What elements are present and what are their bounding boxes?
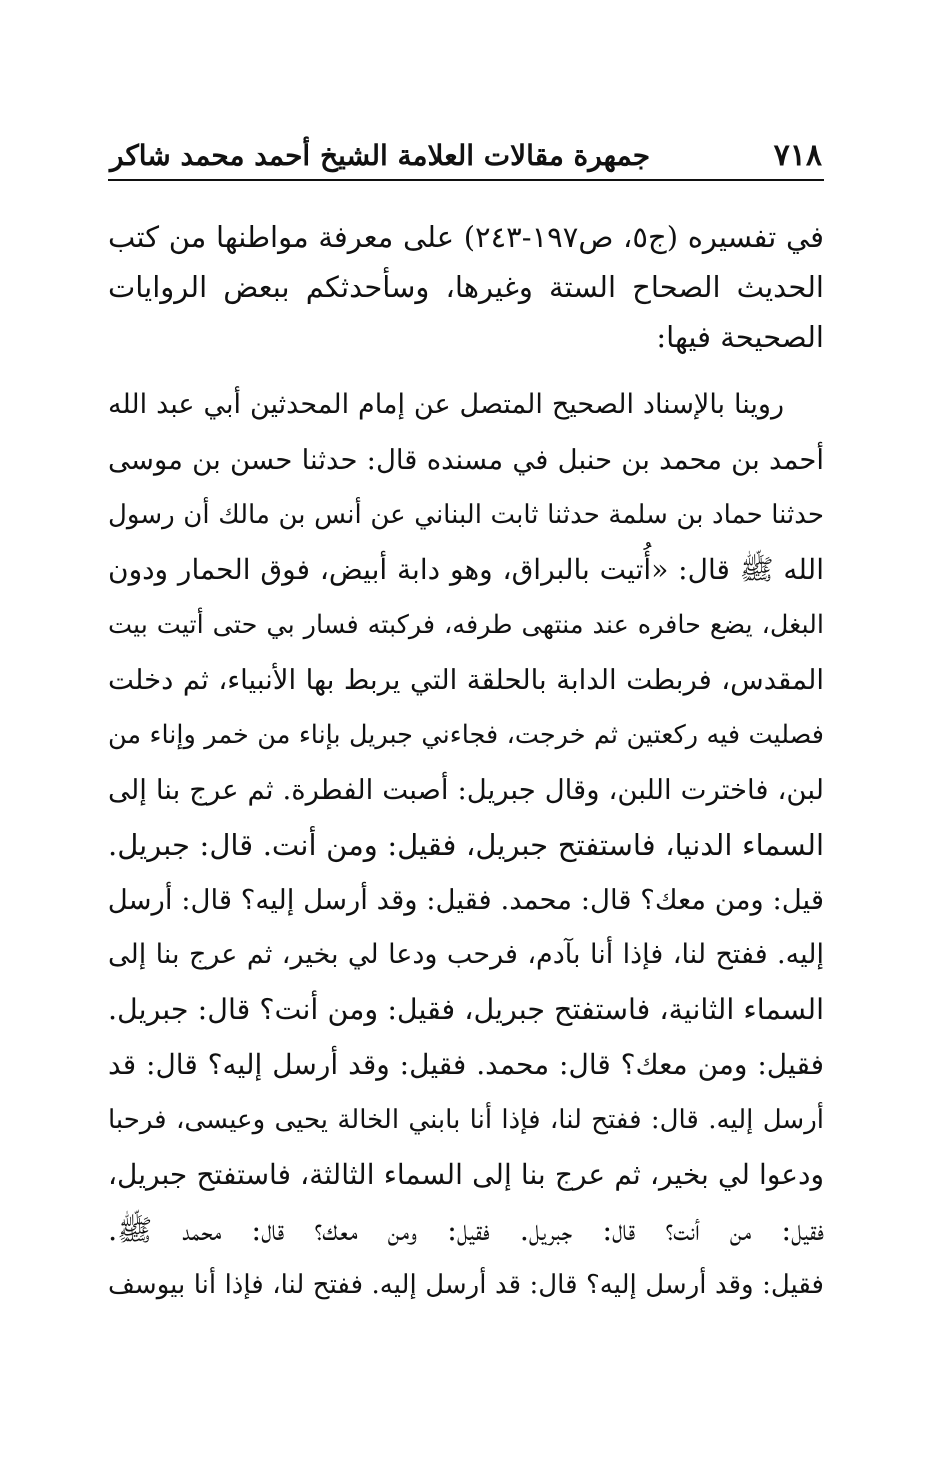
- text-line: فقيل: ومن معك؟ قال: محمد. فقيل: وقد أرسل إليه؟ قال: قد: [108, 1048, 824, 1081]
- text-line: فقيل: من أنت؟ قال: جبريل. فقيل: ومن معك؟ قال: محمد ﷺ.: [108, 1213, 824, 1247]
- text-line: فصليت فيه ركعتين ثم خرجت، فجاءني جبريل بإناء من خمر وإناء من: [108, 720, 824, 750]
- text-line: لبن، فاخترت اللبن، وقال جبريل: أصبت الفطرة. ثم عرج بنا إلى: [108, 774, 824, 806]
- text-line: الحديث الصحاح الستة وغيرها، وسأحدثكم ببعض الروايات: [108, 270, 824, 304]
- text-line: حدثنا حماد بن سلمة حدثنا ثابت البناني عن أنس بن مالك أن رسول: [108, 500, 824, 530]
- text-line: إليه. ففتح لنا، فإذا أنا بآدم، فرحب ودعا لي بخير، ثم عرج بنا إلى: [108, 939, 824, 970]
- text-line: أحمد بن محمد بن حنبل في مسنده قال: حدثنا حسن بن موسى: [108, 444, 824, 476]
- header-rule: [108, 179, 824, 181]
- text-line: قيل: ومن معك؟ قال: محمد. فقيل: وقد أرسل إليه؟ قال: أرسل: [107, 884, 824, 916]
- page-header: [110, 132, 822, 176]
- text-line: البغل، يضع حافره عند منتهى طرفه، فركبته فسار بي حتى أتيت بيت: [108, 610, 824, 640]
- text-line: السماء الثانية، فاستفتح جبريل، فقيل: ومن أنت؟ قال: جبريل.: [108, 993, 824, 1026]
- running-title: جمهرة مقالات العلامة الشيخ أحمد محمد شاكر: [110, 139, 651, 172]
- page-number: ٧١٨: [773, 138, 822, 173]
- text-line: الصحيحة فيها:: [656, 320, 824, 354]
- text-line: أرسل إليه. قال: ففتح لنا، فإذا أنا بابني الخالة يحيى وعيسى، فرحبا: [108, 1105, 824, 1135]
- text-line: السماء الدنيا، فاستفتح جبريل، فقيل: ومن أنت. قال: جبريل.: [108, 828, 824, 862]
- text-line: ودعوا لي بخير، ثم عرج بنا إلى السماء الثالثة، فاستفتح جبريل،: [108, 1158, 824, 1191]
- text-line: فقيل: وقد أرسل إليه؟ قال: قد أرسل إليه. ففتح لنا، فإذا أنا بيوسف: [108, 1270, 824, 1300]
- text-line: في تفسيره (ج٥، ص١٩٧-٢٤٣) على معرفة مواطنها من كتب: [108, 220, 825, 254]
- text-line: روينا بالإسناد الصحيح المتصل عن إمام المحدثين أبي عبد الله: [108, 389, 784, 420]
- text-line: الله ﷺ قال: «أُتيت بالبراق، وهو دابة أبيض، فوق الحمار ودون: [108, 553, 824, 586]
- text-line: المقدس، فربطت الدابة بالحلقة التي يربط بها الأنبياء، ثم دخلت: [108, 664, 824, 696]
